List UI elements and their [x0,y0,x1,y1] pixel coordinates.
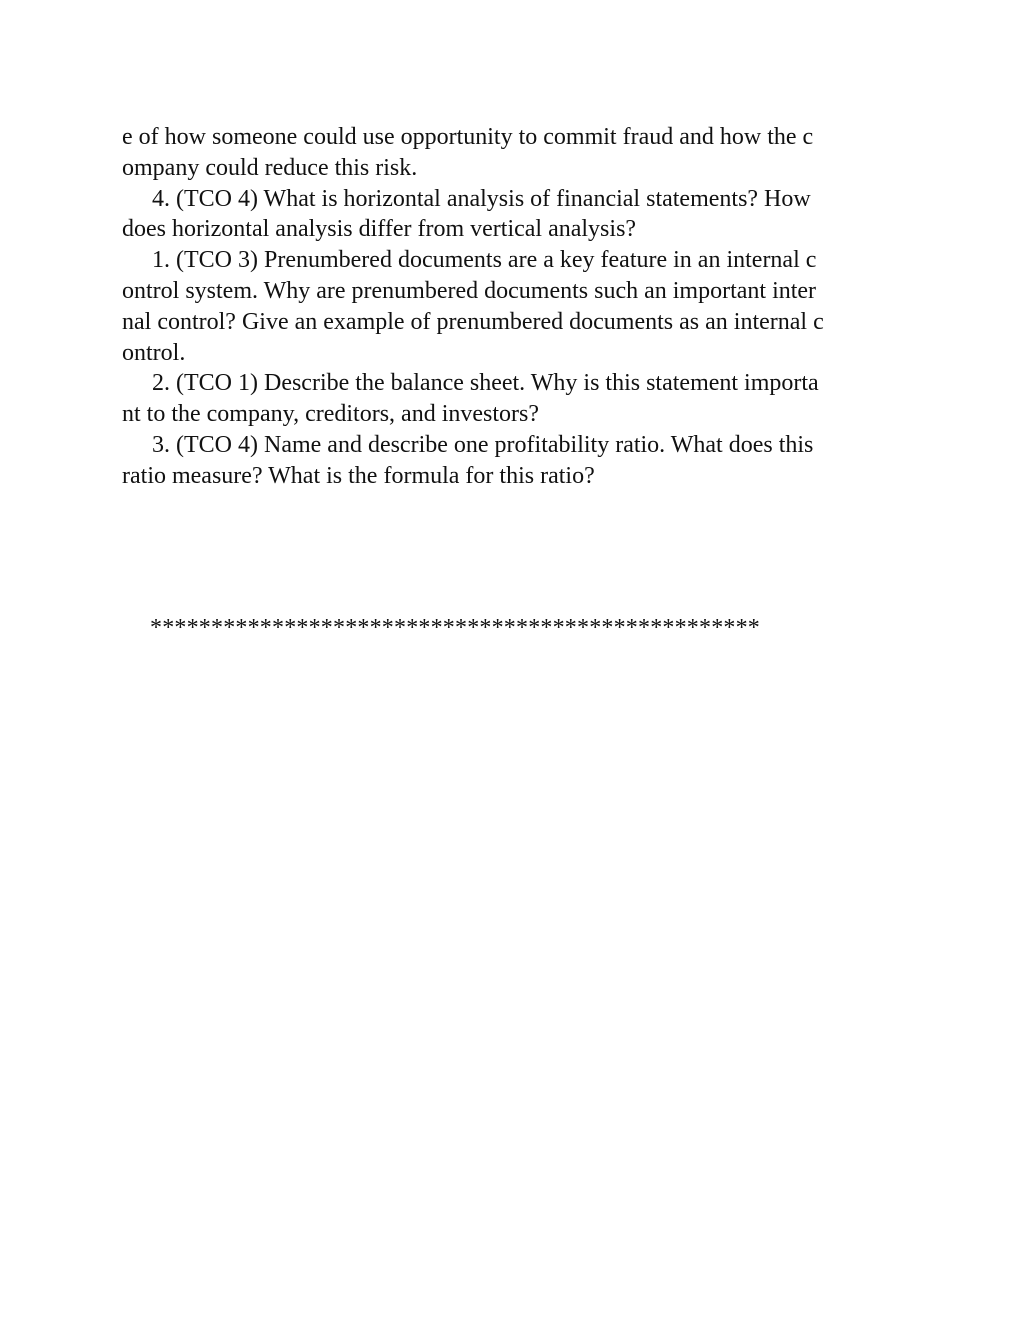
text-line: ratio measure? What is the formula for this ratio? [122,462,595,489]
text-line: e of how someone could use opportunity to commit fraud and how the c [122,124,814,150]
text-line: nal control? Give an example of prenumbered documents as an internal c [122,308,824,335]
question-4-line: 4. (TCO 4) What is horizontal analysis of financial statements? How [152,185,811,212]
question-2-line: 2. (TCO 1) Describe the balance sheet. Why is this statement importa [152,370,819,397]
question-1-line: 1. (TCO 3) Prenumbered documents are a key feature in an internal c [152,247,817,274]
text-line: ompany could reduce this risk. [122,154,418,181]
text-line: nt to the company, creditors, and investors? [122,401,539,428]
text-line: ontrol system. Why are prenumbered documents such an important inter [122,277,817,304]
document-body [122,122,912,492]
text-line: ontrol. [122,339,186,366]
question-3-line: 3. (TCO 4) Name and describe one profitability ratio. What does this [152,431,814,458]
asterisk-separator: ************************************************** [150,615,760,641]
text-line: does horizontal analysis differ from vertical analysis? [122,216,637,243]
